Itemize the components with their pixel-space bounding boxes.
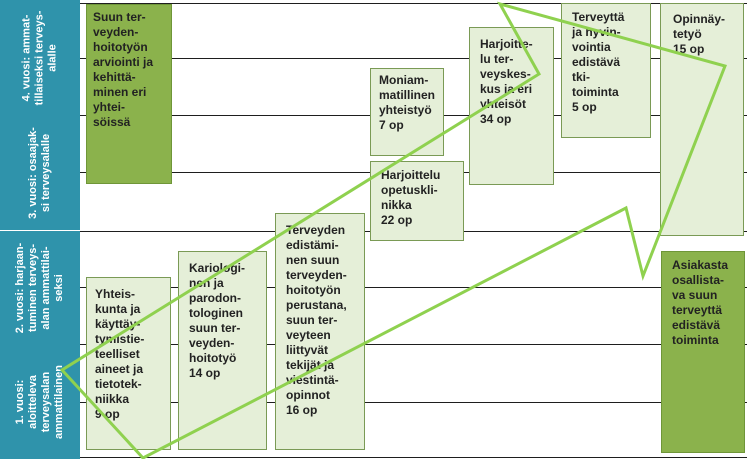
course-box-4th-year-evaluation: Suun ter- veyden- hoitotyön arviointi ja kehittä- minen eri yhtei- söissä <box>86 4 172 184</box>
course-box-multiprofessional: Moniam- matillinen yhteistyö 7 op <box>370 68 444 156</box>
year-band-label: 4. vuosi: ammat- tillaiseksi terveys- alalle <box>20 10 59 105</box>
year-band-2 <box>0 231 80 344</box>
course-box-rdi: Terveyttä ja hyvin- vointia edistävä tki- toiminta 5 op <box>561 3 651 138</box>
year-band-label: 3. vuosi: osaajak- si terveysalalle <box>27 126 52 219</box>
course-box-teaching-clinic: Harjoittelu opetuskli- nikka 22 op <box>370 161 464 241</box>
year-band-4 <box>0 0 80 115</box>
year-band-label: 2. vuosi: harjaan- tuminen terveys- alan ammattilai- seksi <box>14 242 65 333</box>
course-box-practice-health-centre: Harjoitte- lu ter- veyskes- kus ja eri yhteisöt 34 op <box>469 27 554 185</box>
course-box-cariology: Kariologi- nen ja parodon- tologinen suun ter- veyden- hoitotyö 14 op <box>178 251 267 450</box>
course-box-health-promotion: Terveyden edistämi- nen suun terveyden- hoitotyön perustana, suun ter- veyteen liittyvät tekijät ja viestintä- opinnot 16 op <box>275 213 365 450</box>
year-band-label: 1. vuosi: aloitteleva terveysalan ammattilainen <box>14 364 65 439</box>
year-band-1 <box>0 344 80 459</box>
course-box-thesis: Opinnäy- tetyö 15 op <box>660 3 744 236</box>
year-band-3 <box>0 115 80 230</box>
course-box-client-health-promotion: Asiakasta osallista- va suun terveyttä edistävä toiminta <box>661 251 745 453</box>
grid-line <box>80 457 747 458</box>
course-box-social-sciences: Yhteis- kunta ja käyttäy- tymistie- teelliset aineet ja tietotek- niikka 9 op <box>86 277 171 450</box>
